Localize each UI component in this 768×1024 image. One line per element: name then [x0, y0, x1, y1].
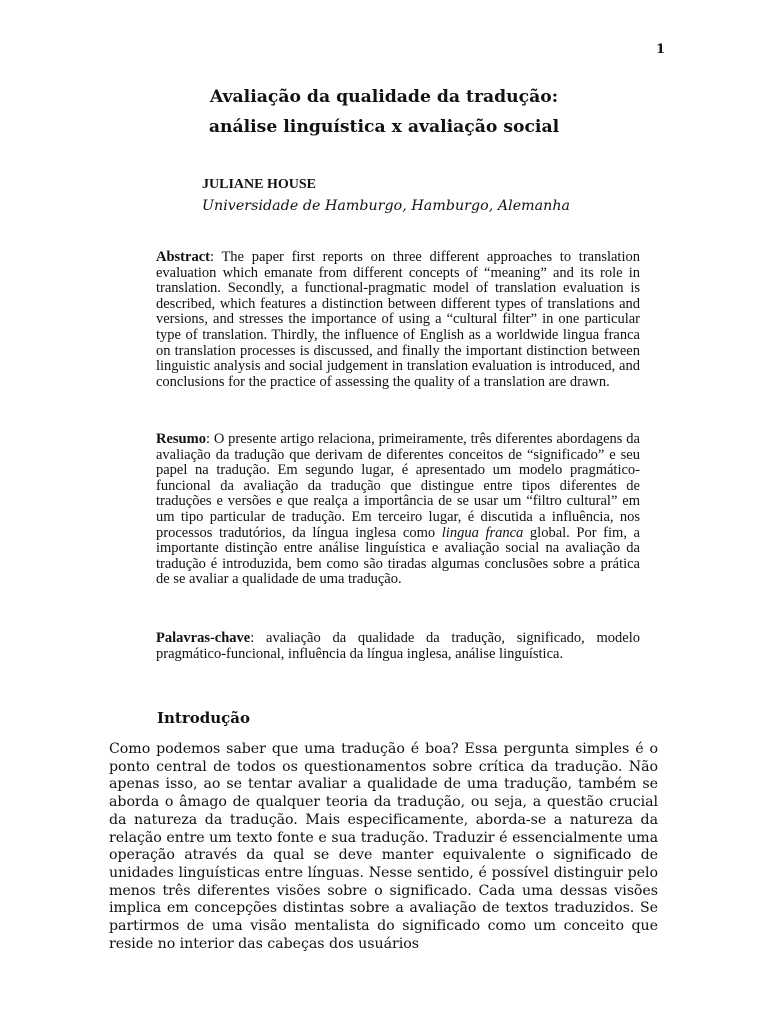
- article-title: [100, 82, 668, 142]
- author-affiliation: Universidade de Hamburgo, Hamburgo, Alemanha: [202, 198, 571, 214]
- section-heading-introducao: Introdução: [157, 709, 251, 727]
- keywords-label: Palavras-chave: [156, 630, 251, 646]
- title-line-2: análise linguística x avaliação social: [208, 117, 560, 137]
- abstract-paragraph: [156, 250, 640, 390]
- author-name: JULIANE HOUSE: [202, 177, 316, 192]
- resumo-text-before: : O presente artigo relaciona, primeiramente, três diferentes abordagens da avaliação da tradução que derivam de diferentes conceitos de “significado” e seu papel na tradução. Em segundo lugar, é apresentado um modelo pragmático-funcional da avaliação da tradução que distingue entre tipos diferentes de traduções e versões e que realça a importância de se usar um “filtro cultural” em um tipo particular de tradução. Em terceiro lugar, é discutida a influência, nos processos tradutórios, da língua inglesa como: [156, 431, 640, 541]
- abstract-label: Abstract: [156, 249, 210, 265]
- resumo-paragraph: [156, 432, 640, 588]
- abstract-text: : The paper first reports on three different approaches to translation evaluation which emanate from different concepts of “meaning” and its role in translation. Secondly, a functional-pragmatic model of translation evaluation is described, which features a distinction between different types of translations and versions, and stresses the importance of using a “cultural filter” in one particular type of translation. Thirdly, the influence of English as a worldwide lingua franca on translation processes is discussed, and finally the important distinction between linguistic analysis and social judgement in translation evaluation is introduced, and conclusions for the practice of assessing the quality of a translation are drawn.: [156, 249, 640, 390]
- introduction-paragraph: Como podemos saber que uma tradução é boa? Essa pergunta simples é o ponto central de todos os questionamentos sobre crítica da tradução. Não apenas isso, ao se tentar avaliar a qualidade de uma tradução, também se aborda o âmago de qualquer teoria da tradução, ou seja, a questão crucial da natureza da tradução. Mais especificamente, aborda-se a natureza da relação entre um texto fonte e sua tradução. Traduzir é essencialmente uma operação através da qual se deve manter equivalente o significado de unidades linguísticas entre línguas. Nesse sentido, é possível distinguir pelo menos três diferentes visões sobre o significado. Cada uma dessas visões implica em concepções distintas sobre a avaliação de textos traduzidos. Se partirmos de uma visão mentalista do significado como um conceito que reside no interior das cabeças dos usuários: [109, 741, 658, 952]
- resumo-label: Resumo: [156, 431, 206, 447]
- title-line-1: Avaliação da qualidade da tradução:: [209, 87, 559, 107]
- resumo-italic-term: lingua franca: [441, 524, 524, 541]
- resumo-text-after: global. Por fim, a importante distinção entre análise linguística e avaliação social na avaliação da tradução é introduzida, bem como são tiradas algumas conclusões sobre a prática de se avaliar a qualidade de uma tradução.: [156, 524, 640, 588]
- author-block: [202, 175, 672, 217]
- keywords-paragraph: [156, 631, 640, 662]
- keywords-text: : avaliação da qualidade da tradução, significado, modelo pragmático-funcional, influência da língua inglesa, análise linguística.: [156, 630, 640, 662]
- page-number: 1: [655, 42, 665, 57]
